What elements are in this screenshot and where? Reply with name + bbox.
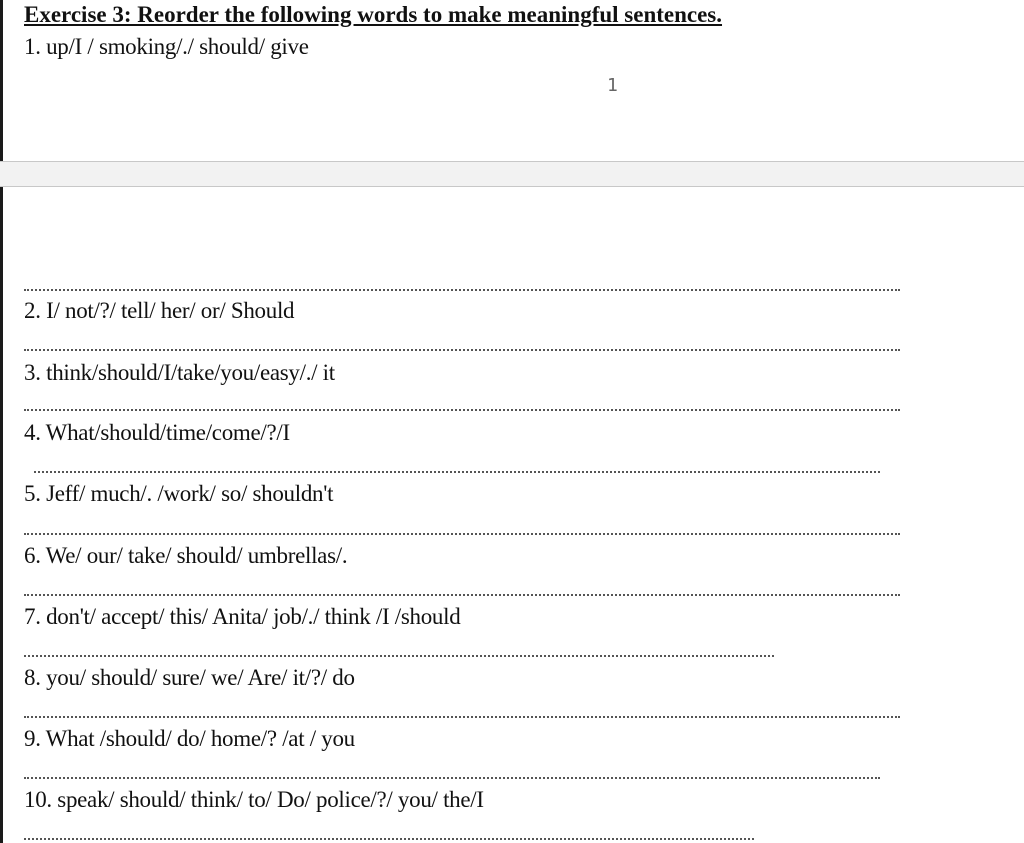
sentence-6: 6. We/ our/ take/ should/ umbrellas/. (24, 543, 348, 568)
page-break-separator (0, 161, 1024, 187)
answer-line-5[interactable] (24, 533, 900, 535)
sentence-10: 10. speak/ should/ think/ to/ Do/ police/?/ you/ the/I (24, 787, 484, 812)
page-left-edge (0, 0, 3, 843)
answer-line-1[interactable] (24, 289, 900, 291)
answer-line-4[interactable] (34, 471, 880, 473)
answer-line-9[interactable] (24, 777, 880, 779)
sentence-8: 8. you/ should/ sure/ we/ Are/ it/?/ do (24, 665, 355, 690)
answer-line-7[interactable] (24, 655, 774, 657)
sentence-2: 2. I/ not/?/ tell/ her/ or/ Should (24, 298, 295, 323)
answer-line-2[interactable] (24, 349, 900, 351)
sentence-4: 4. What/should/time/come/?/I (24, 420, 290, 445)
sentence-1: 1. up/I / smoking/./ should/ give (24, 34, 309, 59)
sentence-3: 3. think/should/I/take/you/easy/./ it (24, 360, 335, 385)
exercise-title: Exercise 3: Reorder the following words to make meaningful sentences. (24, 2, 723, 27)
answer-line-3[interactable] (24, 409, 900, 411)
page-number: 1 (607, 75, 618, 96)
sentence-5: 5. Jeff/ much/. /work/ so/ shouldn't (24, 481, 334, 506)
answer-line-6[interactable] (24, 594, 900, 596)
sentence-7: 7. don't/ accept/ this/ Anita/ job/./ think /I /should (24, 604, 461, 629)
sentence-9: 9. What /should/ do/ home/? /at / you (24, 726, 355, 751)
answer-line-10[interactable] (24, 838, 754, 840)
answer-line-8[interactable] (24, 716, 900, 718)
